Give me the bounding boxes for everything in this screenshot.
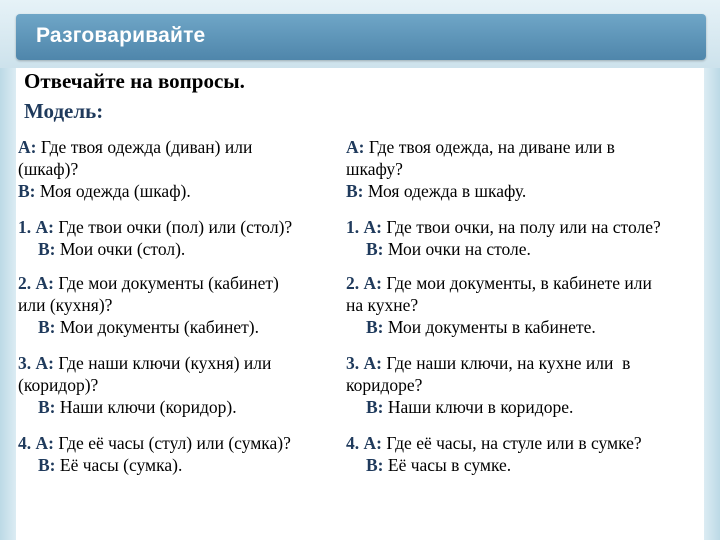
dialog-text: Где наши ключи (кухня) или [53, 353, 272, 373]
dialog-text: Где твои очки, на полу или на столе? [381, 217, 661, 237]
dialog-line [18, 294, 279, 316]
dialog-line [346, 216, 661, 238]
speaker-label: A: [35, 353, 54, 373]
speaker-label: A: [363, 353, 382, 373]
exercise-4-question [18, 432, 291, 476]
dialog-line [346, 180, 615, 202]
dialog-text: Моя одежда в шкафу. [363, 181, 527, 201]
speaker-label: B: [366, 317, 384, 337]
dialog-text: на кухне? [346, 295, 419, 315]
dialog-text: Где её часы (стул) или (сумка)? [53, 433, 291, 453]
frame-right [704, 68, 720, 540]
speaker-label: A: [363, 273, 382, 293]
dialog-text: Где мои документы (кабинет) [53, 273, 279, 293]
dialog-text: Наши ключи (коридор). [55, 397, 237, 417]
slide-content [16, 68, 704, 540]
dialog-text: или (кухня)? [18, 295, 113, 315]
speaker-label: B: [38, 317, 56, 337]
speaker-label: B: [346, 181, 364, 201]
dialog-text: Где мои документы, в кабинете или [381, 273, 652, 293]
exercise-number: 3. [346, 353, 360, 373]
speaker-label: B: [38, 397, 56, 417]
exercise-2-question [18, 272, 279, 338]
dialog-text: Её часы в сумке. [383, 455, 512, 475]
dialog-line [346, 432, 642, 454]
dialog-line [18, 454, 291, 476]
dialog-line [18, 216, 292, 238]
dialog-text: Где наши ключи, на кухне или в [381, 353, 631, 373]
speaker-label: B: [38, 239, 56, 259]
speaker-label: A: [35, 433, 54, 453]
dialog-line [18, 316, 279, 338]
dialog-line [18, 272, 279, 294]
dialog-line [18, 396, 271, 418]
model-label: Модель: [24, 99, 104, 123]
dialog-line [346, 136, 615, 158]
model-question-column [18, 136, 252, 202]
exercise-4-answer [346, 432, 642, 476]
exercise-number: 1. [346, 217, 360, 237]
dialog-text: Наши ключи в коридоре. [383, 397, 574, 417]
exercise-1-question [18, 216, 292, 260]
speaker-label: A: [363, 217, 382, 237]
dialog-text: (коридор)? [18, 375, 99, 395]
dialog-text: Её часы (сумка). [55, 455, 183, 475]
speaker-label: B: [38, 455, 56, 475]
exercise-1-answer [346, 216, 661, 260]
speaker-label: A: [35, 273, 54, 293]
dialog-line [346, 396, 630, 418]
dialog-text: Где твоя одежда, на диване или в [364, 137, 615, 157]
dialog-text: Мои очки (стол). [55, 239, 186, 259]
dialog-line [346, 316, 652, 338]
exercise-3-question [18, 352, 271, 418]
exercise-number: 3. [18, 353, 32, 373]
frame-left [0, 68, 16, 540]
exercise-number: 4. [346, 433, 360, 453]
dialog-text: Мои документы (кабинет). [55, 317, 259, 337]
dialog-text: Моя одежда (шкаф). [35, 181, 191, 201]
dialog-line [18, 432, 291, 454]
dialog-line [18, 352, 271, 374]
dialog-line [346, 158, 615, 180]
speaker-label: A: [346, 137, 365, 157]
dialog-text: коридоре? [346, 375, 423, 395]
dialog-line [18, 374, 271, 396]
dialog-line [18, 136, 252, 158]
dialog-text: Где твои очки (пол) или (стол)? [53, 217, 293, 237]
speaker-label: B: [366, 455, 384, 475]
exercise-number: 2. [18, 273, 32, 293]
speaker-label: B: [366, 239, 384, 259]
speaker-label: A: [35, 217, 54, 237]
dialog-text: Мои очки на столе. [383, 239, 531, 259]
dialog-text: (шкаф)? [18, 159, 79, 179]
dialog-line [346, 352, 630, 374]
speaker-label: B: [366, 397, 384, 417]
dialog-text: Где её часы, на стуле или в сумке? [381, 433, 642, 453]
speaker-label: A: [18, 137, 37, 157]
dialog-line [18, 180, 252, 202]
dialog-line [346, 238, 661, 260]
exercise-number: 2. [346, 273, 360, 293]
slide-header [0, 0, 720, 68]
title-bar [16, 14, 706, 60]
dialog-text: шкафу? [346, 159, 403, 179]
dialog-text: Мои документы в кабинете. [383, 317, 596, 337]
speaker-label: B: [18, 181, 36, 201]
dialog-line [346, 272, 652, 294]
exercise-number: 1. [18, 217, 32, 237]
dialog-line [346, 294, 652, 316]
dialog-line [346, 454, 642, 476]
dialog-line [346, 374, 630, 396]
model-answer-column [346, 136, 615, 202]
dialog-line [18, 158, 252, 180]
dialog-line [18, 238, 292, 260]
speaker-label: A: [363, 433, 382, 453]
dialog-text: Где твоя одежда (диван) или [36, 137, 253, 157]
exercise-2-answer [346, 272, 652, 338]
instruction-heading: Отвечайте на вопросы. [24, 69, 245, 93]
exercise-number: 4. [18, 433, 32, 453]
exercise-3-answer [346, 352, 630, 418]
slide-title: Разговаривайте [36, 24, 206, 47]
